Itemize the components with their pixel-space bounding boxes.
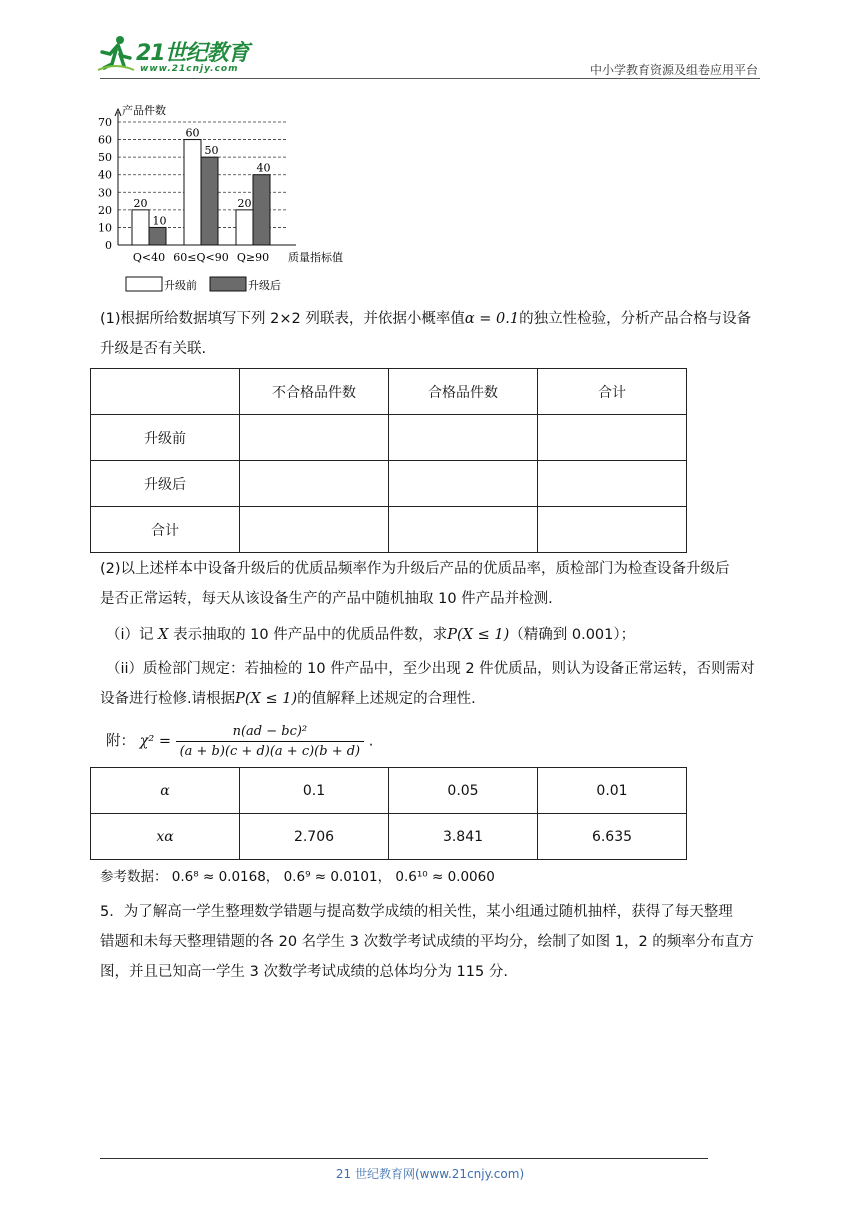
y-tick-label: 10 [98, 221, 112, 235]
critical-value-table [90, 767, 687, 860]
var-x: X [158, 627, 169, 643]
y-tick-label: 70 [98, 116, 112, 129]
y-tick-label: 20 [98, 203, 112, 217]
table-cell: 0.01 [538, 768, 687, 814]
table-cell: 6.635 [538, 814, 687, 860]
q1-line1-tail: 的独立性检验，分析产品合格与设备 [519, 311, 752, 327]
empty-cell [389, 415, 538, 461]
footer-link[interactable]: 21 世纪教育网(www.21cnjy.com) [335, 1167, 525, 1181]
x-tick-label: Q<40 [132, 251, 166, 264]
alpha-label: α [91, 768, 240, 814]
question-5-text [100, 897, 760, 987]
site-name: 中小学教育资源及组卷应用平台 [589, 63, 758, 77]
question-2-text [100, 554, 760, 614]
sub2-prefix: 设备进行检修.请根据 [100, 691, 236, 707]
site-logo[interactable] [96, 34, 266, 78]
logo-url: www.21cnjy.com [140, 64, 239, 74]
x-axis-label: 质量指标值 [288, 251, 343, 264]
legend-label: 升级前 [164, 279, 197, 292]
empty-cell [389, 507, 538, 553]
y-tick-label: 30 [98, 186, 112, 200]
formula-numerator: n(ad − bc)² [176, 724, 365, 742]
reference-data: 参考数据： 0.6⁸ ≈ 0.0168， 0.6⁹ ≈ 0.0101， 0.6¹⁰ ≈ 0.0060 [100, 869, 495, 885]
y-tick-label: 60 [98, 133, 112, 147]
empty-cell [240, 461, 389, 507]
chi-square-formula [106, 724, 373, 759]
question-2-sub-i [106, 620, 766, 650]
bar-before [236, 210, 253, 245]
empty-cell [389, 461, 538, 507]
x-tick-label: 60≤Q<90 [173, 251, 229, 264]
row-label: 合计 [91, 507, 240, 553]
footer-divider [100, 1158, 708, 1159]
formula-denominator: (a + b)(c + d)(a + c)(b + d) [179, 744, 361, 759]
y-tick-label: 50 [98, 151, 112, 165]
y-tick-label: 40 [98, 168, 112, 182]
empty-cell [538, 507, 687, 553]
table-cell: 2.706 [240, 814, 389, 860]
row-label: 升级后 [91, 461, 240, 507]
q2-line2: 是否正常运转，每天从该设备生产的产品中随机抽取 10 件产品并检测. [100, 591, 553, 607]
table-row [91, 507, 687, 553]
page-header [0, 0, 860, 80]
table-row [91, 814, 687, 860]
legend-label: 升级后 [248, 279, 281, 292]
bar-before [132, 210, 149, 245]
empty-cell [240, 507, 389, 553]
formula-fraction [176, 724, 365, 759]
q5-line1: 5．为了解高一学生整理数学错题与提高数学成绩的相关性，某小组通过随机抽样，获得了每天整理 [100, 904, 733, 920]
row-label: 升级前 [91, 415, 240, 461]
runner-logo-icon [96, 34, 136, 74]
legend-swatch [126, 277, 162, 291]
bar-before [184, 140, 201, 245]
q1-line2: 升级是否有关联. [100, 341, 207, 357]
bar-chart [96, 100, 396, 300]
bar-value-label: 20 [237, 196, 252, 210]
probability-expression: P(X ≤ 1) [447, 627, 510, 643]
table-cell: 3.841 [389, 814, 538, 860]
bar-after [149, 227, 166, 245]
formula-end: . [368, 733, 374, 750]
sub1-text: 表示抽取的 10 件产品中的优质品件数，求 [173, 627, 448, 643]
sub1-tail: （精确到 0.001）； [509, 627, 636, 643]
sub2-tail: 的值解释上述规定的合理性. [297, 691, 476, 707]
bar-value-label: 40 [256, 161, 271, 175]
question-1-text [100, 304, 760, 364]
table-header-cell: 合格品件数 [389, 369, 538, 415]
legend-swatch [210, 277, 246, 291]
bar-value-label: 60 [185, 126, 200, 140]
empty-cell [240, 415, 389, 461]
formula-prefix: 附： [106, 733, 135, 750]
bar-value-label: 20 [133, 196, 148, 210]
table-cell [91, 369, 240, 415]
table-header-cell: 合计 [538, 369, 687, 415]
table-cell: 0.1 [240, 768, 389, 814]
q2-line1: (2)以上述样本中设备升级后的优质品频率作为升级后产品的优质品率，质检部门为检查设备升级后 [100, 561, 730, 577]
bar-after [253, 175, 270, 245]
x-alpha-label: xα [91, 814, 240, 860]
y-axis-label: 产品件数 [122, 104, 166, 117]
q5-line2: 错题和未每天整理错题的各 20 名学生 3 次数学考试成绩的平均分，绘制了如图 1，2 的频率分布直方 [100, 934, 754, 950]
table-row [91, 461, 687, 507]
bar-value-label: 10 [152, 214, 167, 228]
table-row [91, 768, 687, 814]
sub2-line1: （ii）质检部门规定：若抽检的 10 件产品中，至少出现 2 件优质品，则认为设备正常运转，否则需对 [106, 661, 755, 677]
q5-line3: 图，并且已知高一学生 3 次数学考试成绩的总体均分为 115 分. [100, 964, 508, 980]
contingency-table [90, 368, 687, 553]
table-cell: 0.05 [389, 768, 538, 814]
sub1-prefix: （i）记 [106, 627, 154, 643]
header-divider [100, 78, 760, 79]
table-header-row [91, 369, 687, 415]
table-row [91, 415, 687, 461]
y-tick-label: 0 [105, 239, 112, 252]
q1-line1: (1)根据所给数据填写下列 2×2 列联表，并依据小概率值 [100, 311, 465, 327]
empty-cell [538, 415, 687, 461]
formula-lhs: χ² = [139, 733, 171, 750]
question-2-sub-ii [100, 654, 760, 714]
logo-text: 21世纪教育 [136, 41, 249, 66]
x-tick-label: Q≥90 [236, 251, 270, 264]
bar-value-label: 50 [204, 144, 219, 158]
probability-expression: P(X ≤ 1) [235, 691, 298, 707]
empty-cell [538, 461, 687, 507]
table-header-cell: 不合格品件数 [240, 369, 389, 415]
alpha-expression: α = 0.1 [464, 311, 520, 327]
bar-after [201, 157, 218, 245]
